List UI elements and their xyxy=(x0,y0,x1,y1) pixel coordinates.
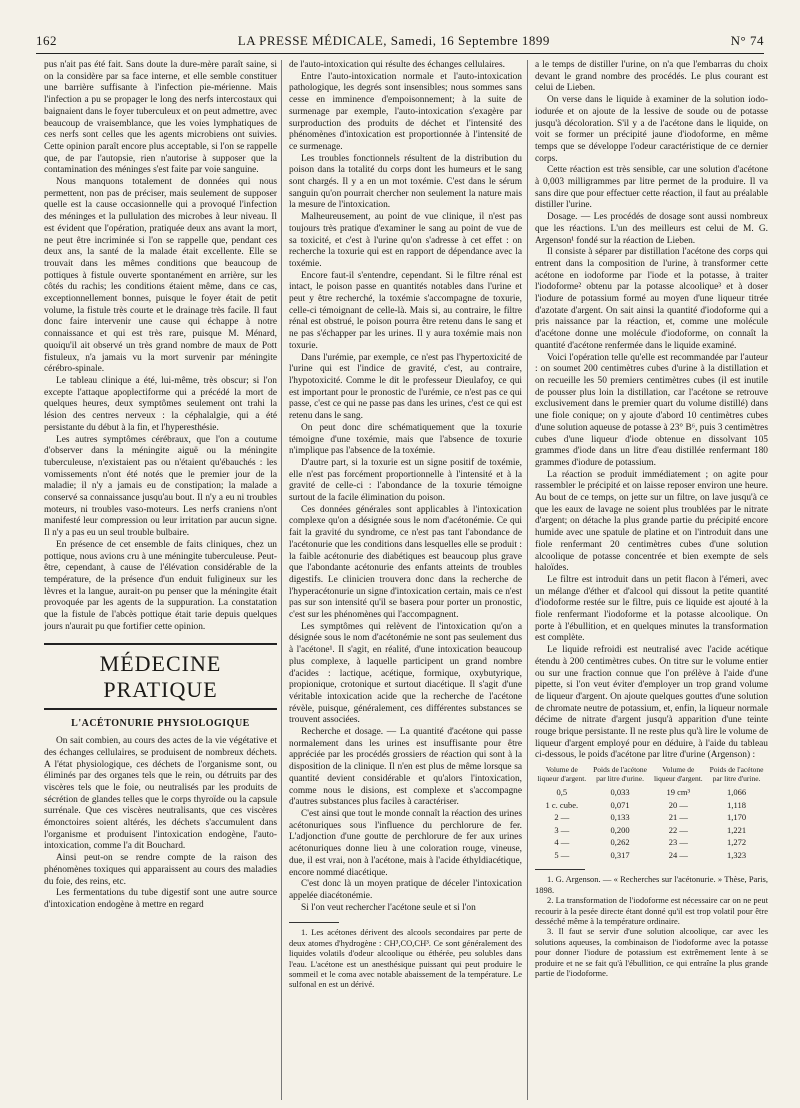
paragraph: Le tableau clinique a été, lui-même, très obscur; si l'on excepte l'attaque apoplectiforme qui a précédé la mort de quelques heures, deux symptômes seulement ont trahi la lésion des centres nerveux : la céphalalgie, qui a été persistante du début à la fin, et l'hyperesthésie. xyxy=(44,375,277,433)
table-cell: 20 — xyxy=(668,799,688,810)
table-cell: 24 — xyxy=(668,849,688,860)
paragraph: Le filtre est introduit dans un petit flacon à l'émeri, avec un mélange d'éther et d'alcool qui dissout la petite quantité d'iodoforme restée sur le filtre, puis ce liquide est ajouté à la fiole renfermant l'iodoforme et la potasse alcoolique. On porte à l'ébullition, et en quelques minutes la transformation est complète. xyxy=(535,574,768,644)
paragraph: On peut donc dire schématiquement que la toxurie témoigne d'une toxémie, mais que l'absence de toxurie n'implique pas l'absence de la toxémie. xyxy=(289,422,522,457)
table-cell: 0,133 xyxy=(610,812,630,823)
table-row xyxy=(535,799,768,812)
paragraph: Les troubles fonctionnels résultent de la distribution du poison dans la totalité du corps dont les humeurs et le sang sont chargés. Il y a en un mot toxémie. C'est dans le sérum sanguin qu'on pourrait chercher non seulement la nature mais la mesure de l'intoxication. xyxy=(289,153,522,211)
table-cell: 19 cm³ xyxy=(666,787,691,798)
paragraph: C'est donc là un moyen pratique de déceler l'intoxication appelée diacétonémie. xyxy=(289,879,522,901)
footnote: 3. Il faut se servir d'une solution alcoolique, car avec les solutions aqueuses, la combinaison de l'iodoforme avec la potasse pour donner l'iodure de potassium est extrêmement lente à se produire et ne se fait qu'à l'ébullition, ce qui entraîne la plus grande partie de l'iodoforme. xyxy=(535,926,768,979)
paragraph: Ces données générales sont applicables à l'intoxication complexe qu'on a désignée sous le nom d'acétonémie. Ce qui fait la gravité du syndrome, ce n'est pas tant l'abondance de l'acétonurie que les conditions dans lesquelles elle se produit : la faible acétonurie des diabétiques est beaucoup plus grave que l'abondante acétonurie des enfants atteints de troubles digestifs. Le clinicien trouvera donc dans la recherche de l'hyperacétonurie un signe d'intoxication certain, mais ce n'est pas sur son intensité qu'il se basera pour porter un pronostic, c'est sur les phénomènes qui l'accompagnent. xyxy=(289,504,522,621)
table-cell: 2 — xyxy=(554,812,570,823)
section-heading: MÉDECINE PRATIQUE xyxy=(44,643,277,710)
table-cell: 1,170 xyxy=(727,812,747,823)
table-cell: 1,118 xyxy=(727,799,746,810)
table-cell: 4 — xyxy=(554,837,570,848)
column-3 xyxy=(535,60,768,1100)
table-cell: 0,317 xyxy=(610,849,630,860)
paragraph: a le temps de distiller l'urine, on n'a que l'embarras du choix devant le grand nombre des procédés. Le plus courant est celui de Lieben. xyxy=(535,60,768,94)
paragraph: Nous manquons totalement de données qui nous permettent, non pas de préciser, mais seulement de supposer quelle est la cause occasionnelle qui a provoqué l'infection des méninges et la pullulation des microbes à leur niveau. Il est évident que l'opération, pratiquée deux ans avant la mort, ne peut être incriminée si l'on se rappelle que, pendant ces deux ans, la santé de la malade était excellente. Elle se trouvait dans les mêmes conditions que beaucoup de pottiques à fistule ouverte spontanément en arrière, sur les côtés du rachis; les conditions étaient même, dans ce cas, exceptionnellement bonnes, puisque le foyer était de petit volume, la fistule très courte et le drainage très facile. Il faut donc faire intervenir une cause qui échappe à notre connaissance et qui est très rare, puisque M. Ménard, quoiqu'il ait observé un très grand nombre de maux de Pott fistuleux, n'a jamais vu la mort survenir par méningite cérébro-spinale. xyxy=(44,177,277,375)
paragraph: La réaction se produit immédiatement ; on agite pour rassembler le précipité et on laisse reposer environ une heure. Au bout de ce temps, on jette sur un filtre, on lave jusqu'à ce que les eaux de lavage ne soient plus troublées par le nitrate d'argent; on détache la plus grande partie du précipité encore humide avec une spatule de platine et on l'introduit dans une fiole renfermant 20 centimètres cubes d'une solution alcoolique de potasse concentrée et bien exempte de sels haloïdes. xyxy=(535,469,768,574)
paragraph: pus n'ait pas été fait. Sans doute la dure-mère paraît saine, si on la considère par sa face interne, et elle semble constituer une barrière suffisante à l'infection pie-mérienne. Mais l'infection a pu se propager le long des nerfs intercostaux qui baignaient dans le foyer tuberculeux et on peut admettre, avec beaucoup de vraisemblance, que les voies lymphatiques de ces nerfs sont celles que les agents microbiens ont suivies. Cette opinion paraît encore plus acceptable, si l'on se rappelle que, de par l'autopsie, rien n'autorise à supposer que la contamination des méninges s'est faite par voie sanguine. xyxy=(44,60,277,176)
table-cell: 1,272 xyxy=(727,837,747,848)
footnote: 1. Les acétones dérivent des alcools secondaires par perte de deux atomes d'hydrogène : CH³,CO,CH³. Ce sont généralement des liquides volatils d'odeur alcoolique ou éthérée, peu solubles dans l'eau. L'acétone est un anesthésique puissant qui peut produire le sommeil et le coma avec notable abaissement de la température. Le sulfonal en est un dérivé. xyxy=(289,927,522,990)
paragraph: Dans l'urémie, par exemple, ce n'est pas l'hypertoxicité de l'urine qui est l'indice de gravité, c'est, au contraire, l'hypotoxicité. Comme le dit le professeur Dieulafoy, ce qui est important pour le pronostic de l'urémie, ce n'est pas ce qui passe, c'est ce qui ne passe pas dans les urines, c'est ce qui est retenu dans le sang. xyxy=(289,352,522,422)
table-cell: 0,033 xyxy=(610,787,630,798)
acetone-table xyxy=(535,766,768,861)
table-cell: 0,200 xyxy=(610,824,630,835)
table-cell: 1 c. cube. xyxy=(545,799,579,810)
table-row xyxy=(535,824,768,837)
table-cell: 3 — xyxy=(554,824,570,835)
paragraph: On verse dans le liquide à examiner de la solution iodo-iodurée et on ajoute de la lessive de soude ou de potasse jusqu'à décoloration. S'il y a de l'acétone dans le liquide, on voit se former un précipité jaune d'iodoforme, en même temps que se développe l'odeur caractéristique de ce dernier corps. xyxy=(535,95,768,164)
article-title: L'ACÉTONURIE PHYSIOLOGIQUE xyxy=(71,718,250,730)
table-cell: 5 — xyxy=(554,849,570,860)
table-header: Volume de liqueur d'argent. xyxy=(537,765,587,783)
column-1 xyxy=(44,60,277,1100)
paragraph: Voici l'opération telle qu'elle est recommandée par l'auteur : on soumet 200 centimètres cubes d'urine à la distillation et on recueille les 50 premiers centimètres cubes (il est inutile de pousser plus loin la distillation, car l'acétone se retrouve exclusivement dans le premier quart du volume distillé) dans une fiole conique; on y ajoute d'abord 10 centimètres cubes d'une solution aqueuse de potasse à 23° B⁶, puis 3 centimètres cubes d'une liqueur d'iode obtenue en dissolvant 105 grammes d'iode dans un litre d'eau distillée renfermant 180 grammes d'iodure de potassium. xyxy=(535,352,768,468)
paragraph: En présence de cet ensemble de faits cliniques, chez un pottique, nous avions cru à une méningite tuberculeuse. Peut-être, cependant, à cause de l'élévation considérable de la température, de la présence d'un enduit fuligineux sur les lèvres et la langue, aurait-on pu penser que la méningite était provoquée par les agents de la suppuration. La constatation que la fistule de l'abcès pottique était tarie depuis quelques jours n'aurait pu que fortifier cette opinion. xyxy=(44,539,277,632)
column-divider xyxy=(281,60,282,1100)
paragraph: Ainsi peut-on se rendre compte de la raison des phénomènes toxiques qui apparaissent au cours des maladies du foie, des reins, etc. xyxy=(44,853,277,887)
paragraph: Dosage. — Les procédés de dosage sont aussi nombreux que les réactions. L'un des meilleurs est celui de M. G. Argenson¹ fondé sur la réaction de Lieben. xyxy=(535,212,768,246)
paragraph: C'est ainsi que tout le monde connaît la réaction des urines acétonuriques sous l'influence du perchlorure de fer. L'adjonction d'une goutte de perchlorure de fer aux urines acétonuriques donne lieu à une coloration rouge, vineuse, due, il est vrai, non à l'acétone, mais à l'acide éthyldiacétique, encore nommé diacétique. xyxy=(289,809,522,878)
journal-title: LA PRESSE MÉDICALE, Samedi, 16 Septembre 1899 xyxy=(237,33,550,48)
page-header xyxy=(36,33,764,51)
paragraph: Recherche et dosage. — La quantité d'acétone qui passe normalement dans les urines est insuffisante pour être appréciée par les procédés grossiers de réaction qui sont à la disposition de la clinique. Il n'en est plus de même lorsque sa quantité devient considérable et qu'alors l'intoxication, comme nous le disions, est complexe et s'accompagne d'autres substances plus faciles à caractériser. xyxy=(289,727,522,808)
issue-number: N° 74 xyxy=(730,33,764,48)
footnote: 1. G. Argenson. — « Recherches sur l'acétonurie. » Thèse, Paris, 1898. xyxy=(535,874,768,895)
paragraph: Les fermentations du tube digestif sont une autre source d'intoxication endogène à mettre en regard xyxy=(44,888,277,910)
table-row xyxy=(535,811,768,824)
table-cell: 0,5 xyxy=(556,787,568,798)
paragraph: Les autres symptômes cérébraux, que l'on a coutume d'observer dans la méningite aiguë ou la méningite tuberculeuse, n'existaient pas ou n'étaient qu'ébauchés : les vomissements n'ont été notés que le premier jour de la maladie; il n'y a jamais eu de constipation; la malade a conservé sa connaissance jusqu'au bout. Il n'y a eu ni troubles moteurs, ni troubles vaso-moteurs. Les nerfs craniens n'ont manifesté leur compression ou leur irritation par aucun signe. Il n'y a pas eu un seul trouble bulbaire. xyxy=(44,434,277,539)
table-header: Poids de l'acétone par litre d'urine. xyxy=(593,765,647,783)
header-rule xyxy=(36,53,764,54)
paragraph: Le liquide refroidi est neutralisé avec l'acide acétique étendu à 200 centimètres cubes. On titre sur le volume entier ou sur une fraction connue que l'on prélève à l'aide d'une pipette, si l'on veut éviter d'employer un trop grand volume de liqueur d'argent. On ajoute quelques gouttes d'une solution de chromate neutre de potassium, et, enfin, la liqueur normale décime de nitrate d'argent jusqu'à apparition d'une teinte rouge brique persistante. Il ne reste plus qu'à lire le volume de liqueur d'argent employé pour en déduire, à l'aide du tableau ci-dessous, le poids d'acétone par litre d'urine (Argenson) : xyxy=(535,645,768,761)
table-cell: 21 — xyxy=(668,812,688,823)
paragraph: Cette réaction est très sensible, car une solution d'acétone à 0,003 milligrammes par litre permet de la produire. Il va sans dire que pour effectuer cette réaction, il faut au préalable distiller l'urine. xyxy=(535,165,768,211)
column-2 xyxy=(289,60,522,1100)
table-cell: 1,066 xyxy=(727,787,747,798)
table-cell: 0,071 xyxy=(610,799,630,810)
paragraph: Encore faut-il s'entendre, cependant. Si le filtre rénal est intact, le poison passe en quantités notables dans l'urine et peut y être recherché, la toxémie s'accompagne de toxurie, celle-ci témoignant de celle-là. Mais si, au contraire, le filtre rénal est obstrué, le poison pourra être retenu dans le sang et ne pas s'échapper par les urines. Il y aura toxémie mais non toxurie. xyxy=(289,270,522,351)
table-cell: 1,323 xyxy=(727,849,747,860)
paragraph: de l'auto-intoxication qui résulte des échanges cellulaires. xyxy=(289,60,505,70)
table-row xyxy=(535,849,768,862)
footnote: 2. La transformation de l'iodoforme est nécessaire car on ne peut recourir à la pesée directe étant donné qu'il est trop volatil pour être desséché même à la température ordinaire. xyxy=(535,895,768,926)
paragraph: Entre l'auto-intoxication normale et l'auto-intoxication pathologique, les degrés sont insensibles; nous sommes sans cesse en imminence d'empoisonnement; à la suite de surmenage par exemple, l'auto-intoxication s'exagère par surproduction des produits de déchet et l'intensité des phénomènes d'intoxication est proportionnée à l'intensité de ce surmenage. xyxy=(289,71,522,152)
column-divider xyxy=(527,60,528,1100)
paragraph: On sait combien, au cours des actes de la vie végétative et des échanges cellulaires, se produisent de nombreux déchets. A l'état physiologique, ces déchets de l'organisme sont, ou éliminés par des organes tels que le rein, ou détruits par des viscères tels que le foie, ou neutralisés par les produits de sécrétion de glandes telles que le corps thyroïde ou la capsule surrénale. Que ces viscères neutralisants, que ces viscères émonctoires soient altérés, les déchets s'accumulent dans l'organisme et produisent l'intoxication endogène, l'auto-intoxication, comme l'a dit Bouchard. xyxy=(44,736,277,852)
table-row xyxy=(535,836,768,849)
table-header: Poids de l'acétone par litre d'urine. xyxy=(709,765,764,783)
table-cell: 1,221 xyxy=(727,824,747,835)
table-cell: 0,262 xyxy=(610,837,630,848)
footnote-rule xyxy=(289,922,339,923)
page-number: 162 xyxy=(36,33,57,48)
footnote-rule xyxy=(535,869,585,870)
table-cell: 23 — xyxy=(668,837,688,848)
paragraph: Si l'on veut rechercher l'acétone seule et si l'on xyxy=(301,902,476,913)
paragraph: Les symptômes qui relèvent de l'intoxication qu'on a désignée sous le nom d'acétonémie ne sont pas seulement dus à l'acétone¹. Il s'agit, en réalité, d'une intoxication beaucoup plus complexe, à laquelle participent un grand nombre d'acides : lactique, acétique, formique, oxybutyrique, propionique, crotonique et surtout diacétique. Il s'agit d'une véritable intoxication acide que la recherche de l'acétone révèle, puisque, généralement, ces différentes substances se trouvent associées. xyxy=(289,621,522,726)
table-row xyxy=(535,786,768,799)
paragraph: Il consiste à séparer par distillation l'acétone des corps qui entrent dans la composition de l'urine, à transformer cette acétone en iodoforme par l'iode et la potasse, à traiter l'iodoforme² obtenu par la potasse alcoolique³ et à doser l'iodure de potassium formé au moyen d'une liqueur titrée d'azotate d'argent. On sait ainsi la quantité d'iodoforme qui a pris naissance par la réaction, et, comme une molécule d'acétone donne une molécule d'iodoforme, on connaît la quantité d'acétone renfermée dans le liquide examiné. xyxy=(535,247,768,351)
table-header: Volume de liqueur d'argent. xyxy=(653,765,703,783)
table-header-row xyxy=(535,766,768,786)
paragraph: D'autre part, si la toxurie est un signe positif de toxémie, elle n'est pas forcément proportionnelle à l'intensité et à la gravité de celle-ci : l'abondance de la toxurie témoigne surtout de la facile élimination du poison. xyxy=(289,457,522,504)
paragraph: Malheureusement, au point de vue clinique, il n'est pas toujours très pratique d'examiner le sang au point de vue de sa toxicité, et c'est à l'urine qu'on s'adresse à cet effet : on recherche la toxurie qui est en rapport de dépendance avec la toxémie. xyxy=(289,212,522,269)
table-cell: 22 — xyxy=(668,824,688,835)
